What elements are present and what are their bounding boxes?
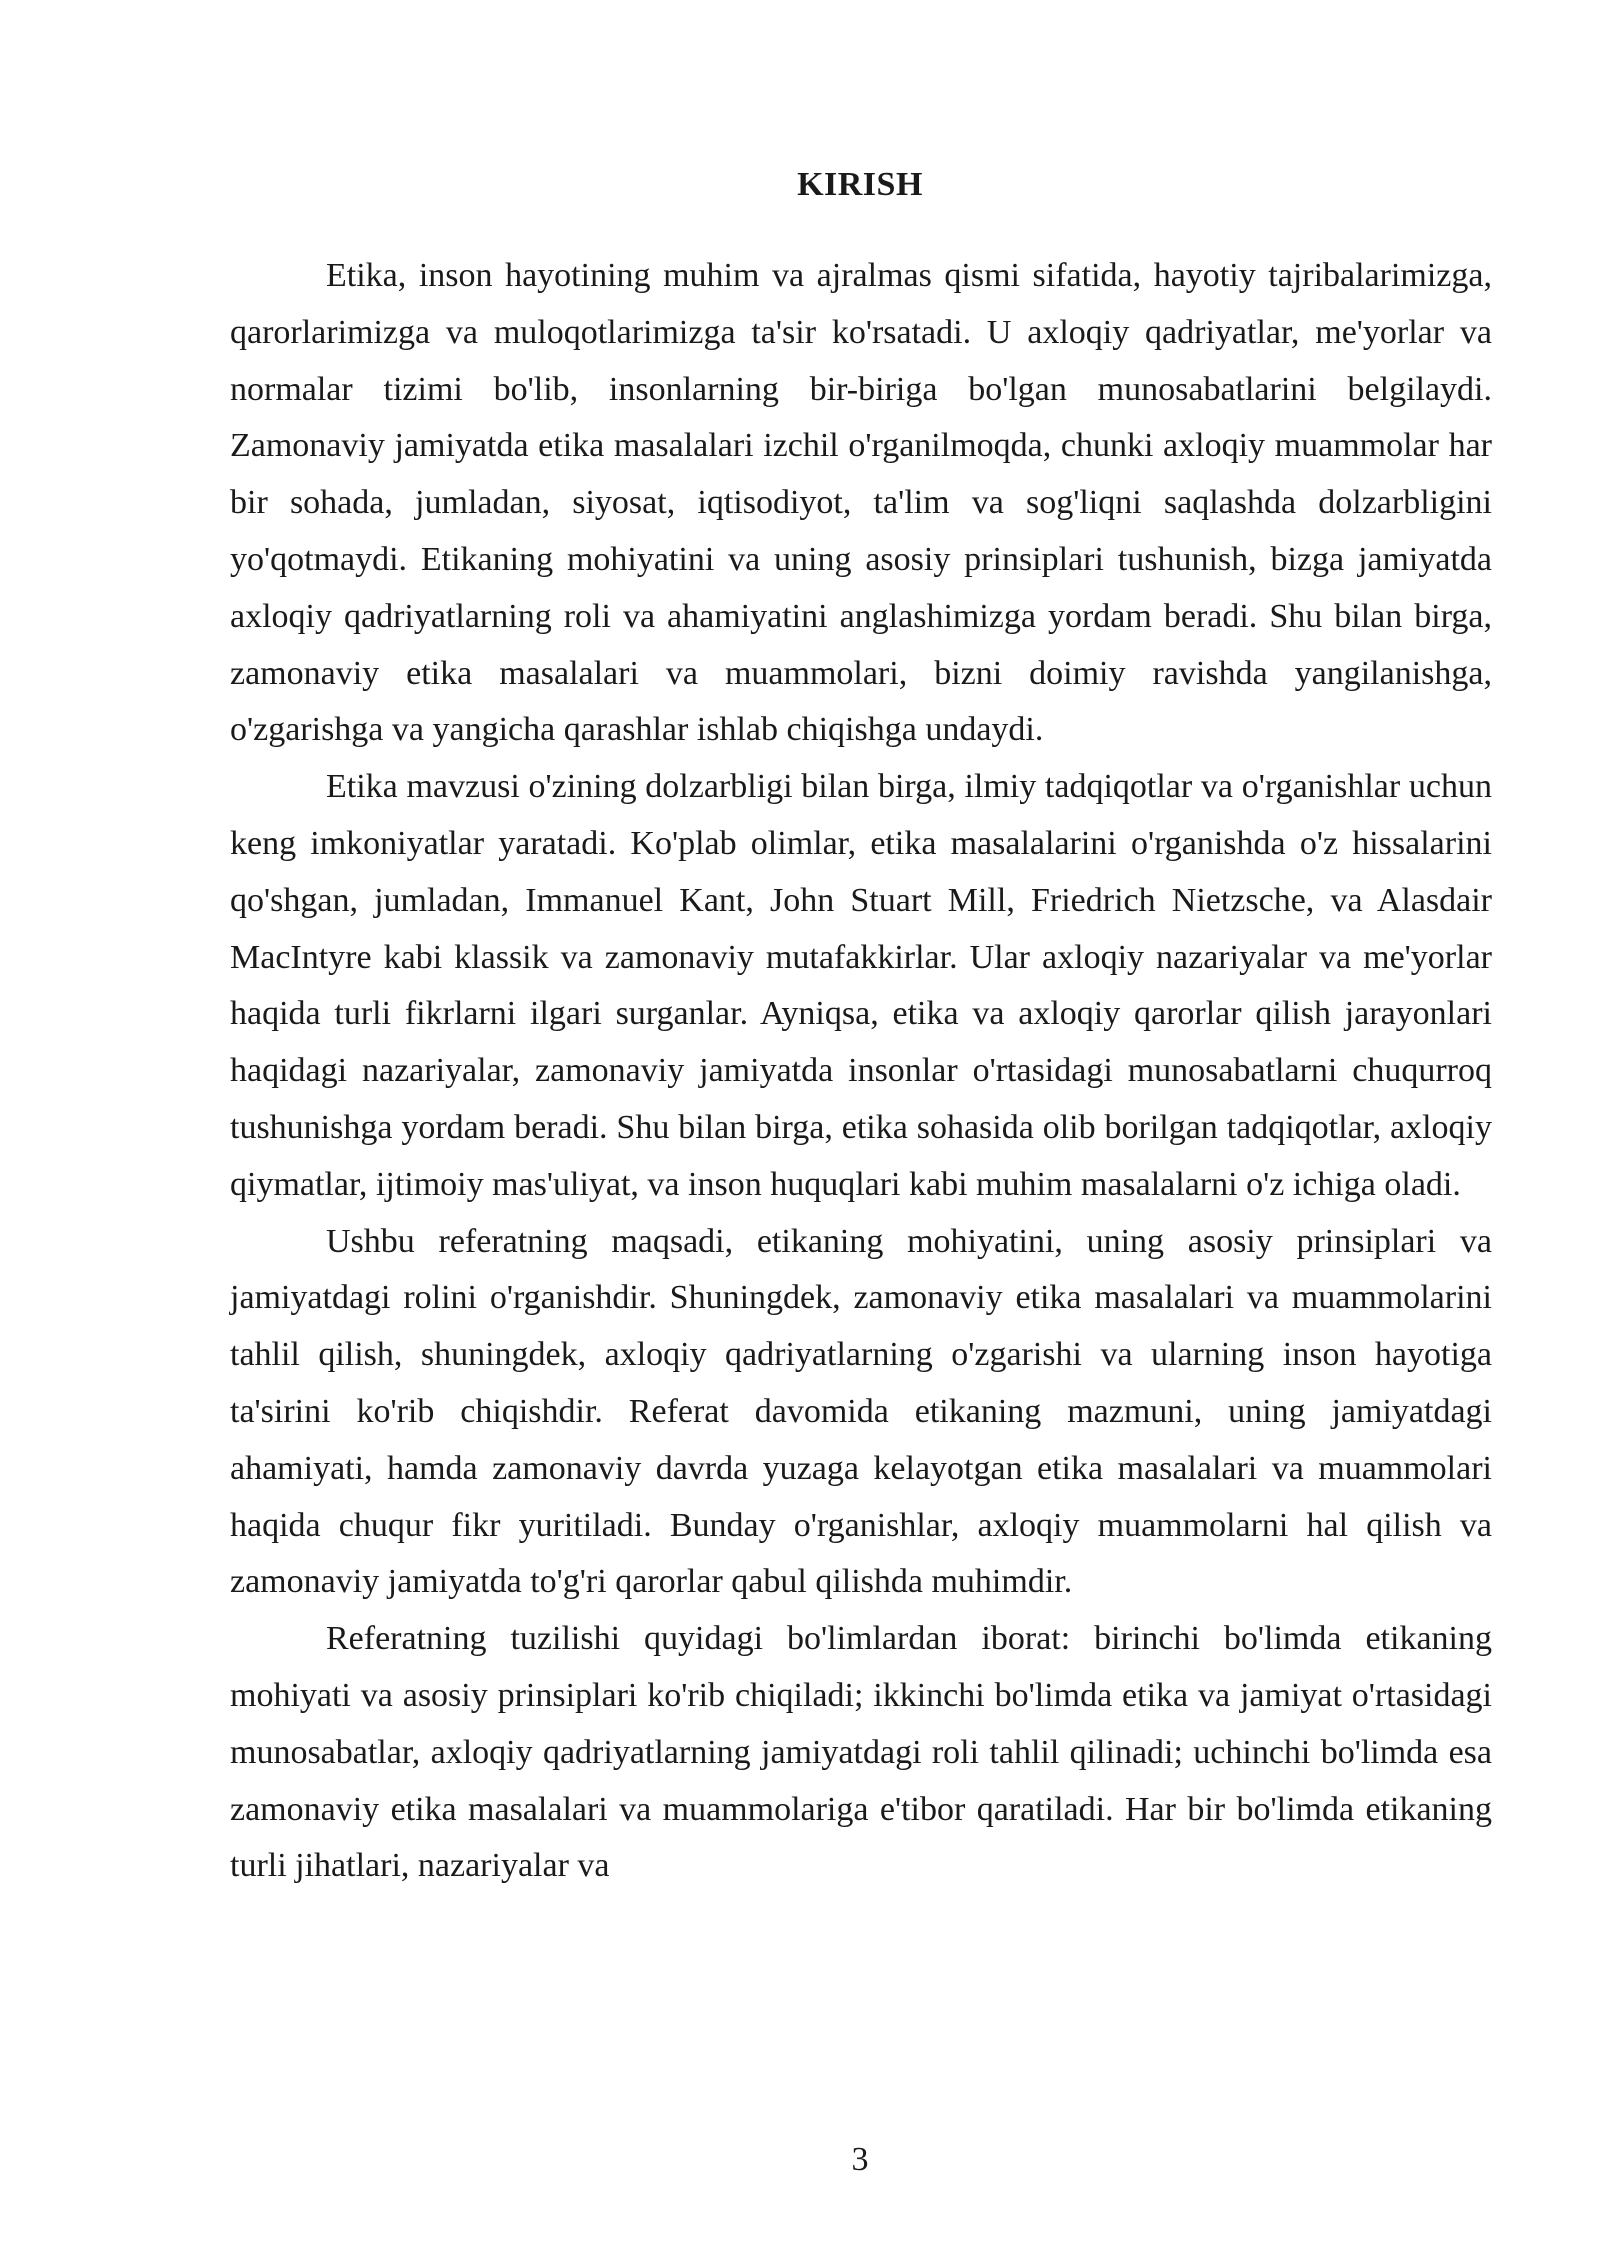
body-text bbox=[230, 248, 1492, 1895]
page-title: KIRISH bbox=[797, 166, 923, 203]
paragraph-2: Etika mavzusi o'zining dolzarbligi bilan birga, ilmiy tadqiqotlar va o'rganishlar uchun keng imkoniyatlar yaratadi. Ko'plab olimlar, etika masalalarini o'rganishda o'z hissalarini qo'shgan, jumladan, Immanuel Kant, John Stuart Mill, Friedrich Nietzsche, va Alasdair MacIntyre kabi klassik va zamonaviy mutafakkirlar. Ular axloqiy nazariyalar va me'yorlar haqida turli fikrlarni ilgari surganlar. Ayniqsa, etika va axloqiy qarorlar qilish jarayonlari haqidagi nazariyalar, zamonaviy jamiyatda insonlar o'rtasidagi munosabatlarni chuqurroq tushunishga yordam beradi. Shu bilan birga, etika sohasida olib borilgan tadqiqotlar, axloqiy qiymatlar, ijtimoiy mas'uliyat, va inson huquqlari kabi muhim masalalarni o'z ichiga oladi. bbox=[230, 768, 1492, 1203]
paragraph-1: Etika, inson hayotining muhim va ajralmas qismi sifatida, hayotiy tajribalarimizga, qarorlarimizga va muloqotlarimizga ta'sir ko'rsatadi. U axloqiy qadriyatlar, me'yorlar va normalar tizimi bo'lib, insonlarning bir-biriga bo'lgan munosabatlarini belgilaydi. Zamonaviy jamiyatda etika masalalari izchil o'rganilmoqda, chunki axloqiy muammolar har bir sohada, jumladan, siyosat, iqtisodiyot, ta'lim va sog'liqni saqlashda dolzarbligini yo'qotmaydi. Etikaning mohiyatini va uning asosiy prinsiplari tushunish, bizga jamiyatda axloqiy qadriyatlarning roli va ahamiyatini anglashimizga yordam beradi. Shu bilan birga, zamonaviy etika masalalari va muammolari, bizni doimiy ravishda yangilanishga, o'zgarishga va yangicha qarashlar ishlab chiqishga undaydi. bbox=[230, 257, 1492, 749]
paragraph-4: Referatning tuzilishi quyidagi bo'limlardan iborat: birinchi bo'limda etikaning mohiyati va asosiy prinsiplari ko'rib chiqiladi; ikkinchi bo'limda etika va jamiyat o'rtasidagi munosabatlar, axloqiy qadriyatlarning jamiyatdagi roli tahlil qilinadi; uchinchi bo'limda esa zamonaviy etika masalalari va muammolariga e'tibor qaratiladi. Har bir bo'limda etikaning turli jihatlari, nazariyalar va bbox=[230, 1620, 1492, 1885]
page-number: 3 bbox=[851, 2141, 869, 2178]
paragraph-3: Ushbu referatning maqsadi, etikaning mohiyatini, uning asosiy prinsiplari va jamiyatdagi rolini o'rganishdir. Shuningdek, zamonaviy etika masalalari va muammolarini tahlil qilish, shuningdek, axloqiy qadriyatlarning o'zgarishi va ularning inson hayotiga ta'sirini ko'rib chiqishdir. Referat davomida etikaning mazmuni, uning jamiyatdagi ahamiyati, hamda zamonaviy davrda yuzaga kelayotgan etika masalalari va muammolari haqida chuqur fikr yuritiladi. Bunday o'rganishlar, axloqiy muammolarni hal qilish va zamonaviy jamiyatda to'g'ri qarorlar qabul qilishda muhimdir. bbox=[230, 1222, 1492, 1601]
